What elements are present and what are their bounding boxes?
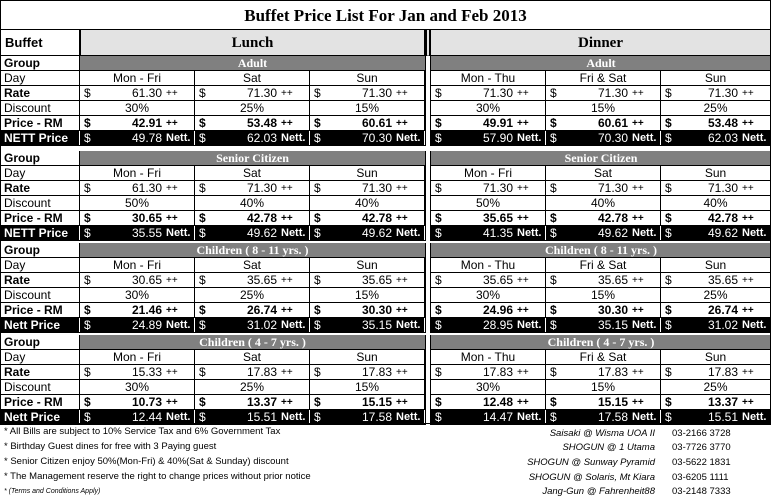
lunch-rate-cell: $ 71.30 ++ [310,181,425,196]
lunch-nett-cell: $ 49.62 Nett. [195,226,310,241]
dinner-discount-cell: 15% [546,288,661,303]
table-row [0,318,771,333]
lunch-discount-cell: 15% [310,288,425,303]
row-label: Nett Price [0,318,80,333]
lunch-price-cell: $ 26.74 ++ [195,303,310,318]
dinner-day-cell: Sun [661,258,771,273]
lunch-nett-cell: $ 35.15 Nett. [310,318,425,333]
row-label: Rate [0,86,80,101]
lunch-nett-cell: $ 49.78 Nett. [80,131,195,146]
lunch-discount-cell: 30% [80,380,195,395]
lunch-nett-cell: $ 24.89 Nett. [80,318,195,333]
lunch-dinner-divider [425,151,431,241]
lunch-price-cell: $ 30.30 ++ [310,303,425,318]
table-row [0,116,771,131]
dinner-rate-cell: $ 17.83 ++ [546,365,661,380]
lunch-day-cell: Mon - Fri [80,258,195,273]
lunch-rate-cell: $ 17.83 ++ [310,365,425,380]
lunch-day-cell: Sun [310,71,425,86]
dinner-nett-cell: $ 14.47 Nett. [431,410,546,425]
lunch-discount-cell: 25% [195,380,310,395]
dinner-price-cell: $ 15.15 ++ [546,395,661,410]
note-senior: * Senior Citizen enjoy 50%(Mon-Fri) & 40%(Sat & Sunday) discount [4,456,289,467]
dinner-price-cell: $ 13.37 ++ [661,395,771,410]
category-header: Children ( 4 - 7 yrs. ) [431,335,771,350]
dinner-price-cell: $ 49.91 ++ [431,116,546,131]
lunch-discount-cell: 40% [310,196,425,211]
dinner-discount-cell: 25% [661,380,771,395]
row-label: Rate [0,181,80,196]
note-birthday: * Birthday Guest dines for free with 3 Paying guest [4,441,217,452]
lunch-discount-cell: 50% [80,196,195,211]
table-row [0,380,771,395]
table-row [0,86,771,101]
row-label: Discount [0,196,80,211]
dinner-nett-cell: $ 31.02 Nett. [661,318,771,333]
row-label: Day [0,258,80,273]
table-row [0,365,771,380]
table-row [0,151,771,166]
row-label: Nett Price [0,410,80,425]
dinner-discount-cell: 25% [661,101,771,116]
dinner-price-cell: $ 42.78 ++ [661,211,771,226]
lunch-nett-cell: $ 17.58 Nett. [310,410,425,425]
category-header: Senior Citizen [431,151,771,166]
dinner-price-cell: $ 12.48 ++ [431,395,546,410]
lunch-nett-cell: $ 31.02 Nett. [195,318,310,333]
row-label: Group [0,335,80,350]
lunch-day-cell: Sun [310,258,425,273]
lunch-day-cell: Sat [195,258,310,273]
lunch-rate-cell: $ 61.30 ++ [80,86,195,101]
dinner-nett-cell: $ 62.03 Nett. [661,131,771,146]
dinner-discount-cell: 30% [431,288,546,303]
lunch-nett-cell: $ 15.51 Nett. [195,410,310,425]
note-management: * The Management reserve the right to change prices without prior notice [4,471,311,482]
table-row [0,288,771,303]
dinner-nett-cell: $ 15.51 Nett. [661,410,771,425]
lunch-discount-cell: 30% [80,288,195,303]
dinner-day-cell: Mon - Thu [431,350,546,365]
dinner-day-cell: Fri & Sat [546,350,661,365]
dinner-day-cell: Sat [546,166,661,181]
lunch-rate-cell: $ 15.33 ++ [80,365,195,380]
lunch-day-cell: Mon - Fri [80,166,195,181]
outlet-name: SHOGUN @ Sunway Pyramid [527,457,655,468]
dinner-rate-cell: $ 71.30 ++ [546,181,661,196]
dinner-price-cell: $ 24.96 ++ [431,303,546,318]
outlet-name: Jang-Gun @ Fahrenheit88 [542,486,655,497]
row-label: Discount [0,380,80,395]
outlet-name: Saisaki @ Wisma UOA II [549,428,655,439]
dinner-discount-cell: 25% [661,288,771,303]
row-label: Price - RM [0,395,80,410]
dinner-price-cell: $ 35.65 ++ [431,211,546,226]
lunch-rate-cell: $ 35.65 ++ [310,273,425,288]
dinner-discount-cell: 40% [661,196,771,211]
dinner-day-cell: Sun [661,71,771,86]
lunch-price-cell: $ 30.65 ++ [80,211,195,226]
lunch-day-cell: Mon - Fri [80,71,195,86]
table-row [0,258,771,273]
row-label: NETT Price [0,226,80,241]
row-label: Day [0,166,80,181]
table-row [0,211,771,226]
outlet-name: SHOGUN @ 1 Utama [562,442,655,453]
row-label: Price - RM [0,116,80,131]
dinner-nett-cell: $ 49.62 Nett. [661,226,771,241]
lunch-price-cell: $ 42.91 ++ [80,116,195,131]
table-row [0,181,771,196]
outlet-phone: 03-2166 3728 [672,428,731,439]
table-row [0,395,771,410]
dinner-nett-cell: $ 17.58 Nett. [546,410,661,425]
dinner-discount-cell: 50% [431,196,546,211]
lunch-discount-cell: 15% [310,101,425,116]
lunch-day-cell: Sun [310,350,425,365]
note-tax: * All Bills are subject to 10% Service Tax and 6% Government Tax [4,426,281,437]
row-label: Discount [0,288,80,303]
lunch-discount-cell: 25% [195,101,310,116]
dinner-rate-cell: $ 35.65 ++ [661,273,771,288]
row-label: Day [0,71,80,86]
table-row [0,166,771,181]
buffet-column-header: Buffet [0,30,80,56]
lunch-rate-cell: $ 71.30 ++ [195,181,310,196]
dinner-price-cell: $ 26.74 ++ [661,303,771,318]
category-header: Adult [80,56,425,71]
lunch-discount-cell: 15% [310,380,425,395]
dinner-discount-cell: 15% [546,101,661,116]
table-row [0,335,771,350]
dinner-day-cell: Sun [661,350,771,365]
table-row [0,101,771,116]
lunch-nett-cell: $ 49.62 Nett. [310,226,425,241]
lunch-price-cell: $ 10.73 ++ [80,395,195,410]
lunch-dinner-divider [425,243,431,333]
lunch-dinner-divider [425,335,431,425]
category-header: Children ( 8 - 11 yrs. ) [80,243,425,258]
outlet-phone: 03-7726 3770 [672,442,731,453]
dinner-nett-cell: $ 70.30 Nett. [546,131,661,146]
dinner-rate-cell: $ 71.30 ++ [546,86,661,101]
table-row [0,243,771,258]
row-divider [0,145,771,146]
table-row [0,350,771,365]
row-label: Day [0,350,80,365]
dinner-rate-cell: $ 71.30 ++ [431,86,546,101]
dinner-rate-cell: $ 17.83 ++ [661,365,771,380]
table-row [0,273,771,288]
lunch-discount-cell: 25% [195,288,310,303]
lunch-rate-cell: $ 71.30 ++ [195,86,310,101]
table-row [0,303,771,318]
table-row [0,131,771,146]
row-label: NETT Price [0,131,80,146]
row-label: Group [0,151,80,166]
lunch-nett-cell: $ 35.55 Nett. [80,226,195,241]
dinner-price-cell: $ 60.61 ++ [546,116,661,131]
lunch-price-cell: $ 13.37 ++ [195,395,310,410]
lunch-discount-cell: 40% [195,196,310,211]
dinner-price-cell: $ 53.48 ++ [661,116,771,131]
lunch-price-cell: $ 42.78 ++ [195,211,310,226]
dinner-day-cell: Mon - Thu [431,71,546,86]
outlet-phone: 03-2148 7333 [672,486,731,497]
dinner-discount-cell: 30% [431,101,546,116]
dinner-day-cell: Fri & Sat [546,71,661,86]
outlet-name: SHOGUN @ Solaris, Mt Kiara [528,472,655,483]
footer [0,424,771,501]
dinner-discount-cell: 30% [431,380,546,395]
dinner-rate-cell: $ 71.30 ++ [661,181,771,196]
row-divider [0,240,771,241]
table-row [0,196,771,211]
dinner-nett-cell: $ 41.35 Nett. [431,226,546,241]
lunch-header: Lunch [80,30,425,56]
table-row [0,56,771,71]
dinner-nett-cell: $ 49.62 Nett. [546,226,661,241]
dinner-discount-cell: 15% [546,380,661,395]
lunch-price-cell: $ 15.15 ++ [310,395,425,410]
lunch-rate-cell: $ 30.65 ++ [80,273,195,288]
lunch-day-cell: Sat [195,71,310,86]
lunch-dinner-divider [425,56,431,146]
dinner-day-cell: Fri & Sat [546,258,661,273]
dinner-day-cell: Mon - Thu [431,258,546,273]
category-header: Children ( 8 - 11 yrs. ) [431,243,771,258]
lunch-nett-cell: $ 70.30 Nett. [310,131,425,146]
dinner-rate-cell: $ 35.65 ++ [431,273,546,288]
row-label: Rate [0,365,80,380]
table-row [0,71,771,86]
table-row [0,226,771,241]
lunch-day-cell: Sat [195,350,310,365]
lunch-nett-cell: $ 12.44 Nett. [80,410,195,425]
lunch-day-cell: Mon - Fri [80,350,195,365]
lunch-rate-cell: $ 61.30 ++ [80,181,195,196]
table-row [0,410,771,425]
dinner-header: Dinner [425,30,771,56]
lunch-price-cell: $ 53.48 ++ [195,116,310,131]
outlet-phone: 03-6205 1111 [672,472,729,483]
lunch-price-cell: $ 42.78 ++ [310,211,425,226]
category-header: Children ( 4 - 7 yrs. ) [80,335,425,350]
dinner-rate-cell: $ 17.83 ++ [431,365,546,380]
lunch-rate-cell: $ 35.65 ++ [195,273,310,288]
dinner-price-cell: $ 42.78 ++ [546,211,661,226]
dinner-nett-cell: $ 57.90 Nett. [431,131,546,146]
dinner-day-cell: Mon - Fri [431,166,546,181]
lunch-price-cell: $ 60.61 ++ [310,116,425,131]
outlet-phone: 03-5622 1831 [672,457,731,468]
dinner-nett-cell: $ 28.95 Nett. [431,318,546,333]
page-title: Buffet Price List For Jan and Feb 2013 [0,0,771,30]
lunch-rate-cell: $ 17.83 ++ [195,365,310,380]
row-label: Group [0,56,80,71]
dinner-day-cell: Sun [661,166,771,181]
dinner-rate-cell: $ 71.30 ++ [661,86,771,101]
category-header: Senior Citizen [80,151,425,166]
dinner-price-cell: $ 30.30 ++ [546,303,661,318]
dinner-rate-cell: $ 71.30 ++ [431,181,546,196]
lunch-discount-cell: 30% [80,101,195,116]
lunch-nett-cell: $ 62.03 Nett. [195,131,310,146]
lunch-rate-cell: $ 71.30 ++ [310,86,425,101]
row-label: Price - RM [0,211,80,226]
row-label: Discount [0,101,80,116]
dinner-nett-cell: $ 35.15 Nett. [546,318,661,333]
row-label: Group [0,243,80,258]
row-label: Price - RM [0,303,80,318]
row-divider [0,332,771,333]
lunch-day-cell: Sat [195,166,310,181]
dinner-rate-cell: $ 35.65 ++ [546,273,661,288]
lunch-day-cell: Sun [310,166,425,181]
lunch-price-cell: $ 21.46 ++ [80,303,195,318]
note-terms: * (Terms and Conditions Apply) [4,488,101,495]
dinner-discount-cell: 40% [546,196,661,211]
category-header: Adult [431,56,771,71]
row-label: Rate [0,273,80,288]
